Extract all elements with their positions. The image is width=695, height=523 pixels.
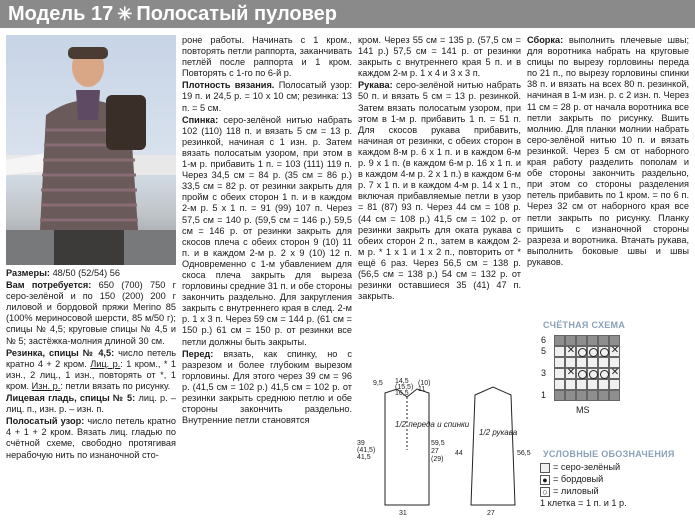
sleeve-text: серо-зелёной нитью набрать 50 п. и вязать 5 см = 13 р. резинкой. Затем вязать полосатым узором, при этом в 1-м р. прибавить 1 п. = 51 п. Для скосов рукава прибавить, начиная от резинки, с обеих сторон в каждом 8-м р. 6 х 1 п. и в каждом 6-м р. 9 х 1 п. (в каждом 6-м р. 16 х 1 п. и в каждом 4-м р. 2 х 1 п.) в каждом 6-м р. 7 х 1 п. и в каждом 4-м р. 14 х 1 п., включая прибавляемые петли в узор = 81 (87) 93 п. Через 44 см = 108 р. (44 см = 108 р.) 41,5 см = 102 р. от резинки закрыть для оката рукава с обеих сторон 2 п., затем в каждом 2-м р. * 1 х 1 и 1 х 2 п., повторить от * ещё 6 раз. Через 56,5 см = 138 р. (56,5 см = 138 р.) 54 см = 132 р. от резинки оставшиеся 35 (41) 47 п. закрыть. bbox=[358, 80, 521, 302]
legend-text-grey: = серо-зелёный bbox=[553, 461, 621, 472]
chart-cell bbox=[576, 346, 587, 357]
dim-top-2: (15,5) bbox=[395, 384, 414, 391]
sleeve-pattern-label: 1/2 рукава bbox=[479, 428, 518, 437]
stripe-label: Полосатый узор: bbox=[6, 416, 85, 427]
chart-cell bbox=[565, 368, 576, 379]
dim-top-1: 14,5 bbox=[395, 378, 409, 385]
legend-title: УСЛОВНЫЕ ОБОЗНАЧЕНИЯ bbox=[543, 449, 675, 459]
dim-sleeve-56-5: 56,5 bbox=[517, 450, 531, 457]
chart-cell bbox=[576, 357, 587, 368]
chart-cell bbox=[587, 379, 598, 390]
chart-cell bbox=[565, 390, 576, 401]
chart-cell bbox=[587, 357, 598, 368]
stockinette-para bbox=[6, 393, 176, 415]
legend-item-burgundy bbox=[540, 474, 690, 485]
pattern-diagram bbox=[355, 375, 535, 520]
stockinette-label: Лицевая гладь, спицы № 5: bbox=[6, 393, 136, 404]
sizes-text: 48/50 (52/54) 56 bbox=[52, 268, 120, 278]
dim-front-27: 31 bbox=[399, 510, 407, 517]
rib-text-b: : 1 кром., * 1 изн., 2 лиц., 1 изн., повторять от *, 1 кром. bbox=[6, 358, 176, 391]
chart-cell bbox=[609, 379, 620, 390]
dim-front-59-5b: (29) bbox=[431, 456, 444, 463]
chart-cell bbox=[554, 357, 565, 368]
rib-para bbox=[6, 348, 176, 392]
chart-cell bbox=[554, 335, 565, 346]
chart-cell bbox=[598, 379, 609, 390]
stripe-continued: роне работы. Начинать с 1 кром., повторять петли раппорта, заканчивать петлёй после раппорта и 1 кром. Повторять с 1-го по 6-й р. bbox=[182, 35, 352, 79]
legend-item-grey bbox=[540, 462, 690, 473]
cap bbox=[68, 47, 108, 59]
rib-right-row: Лиц. р. bbox=[90, 358, 121, 369]
back-para bbox=[182, 115, 352, 348]
materials-text: 650 (700) 750 г серо-зелёной и по 150 (200) 200 г лиловой и бордовой пряжи Merino 85 (100% мериносовой шерсти, 85 м/50 г); спицы № 4,5; круговые спицы № 4,5 и № 5; застёжка-молния длиной 30 см. bbox=[6, 280, 176, 346]
chart-cell bbox=[587, 335, 598, 346]
chart-cell bbox=[554, 390, 565, 401]
chart-cell bbox=[598, 368, 609, 379]
chart-cell bbox=[587, 368, 598, 379]
back-label: Спинка: bbox=[182, 114, 219, 125]
assembly-para bbox=[527, 35, 689, 268]
dim-top-3: 16,5 bbox=[395, 390, 409, 397]
legend-text-burgundy: = бордовый bbox=[553, 473, 604, 484]
density-text: Полосатый узор: 19 п. и 24,5 р. = 10 х 10 см; резинка: 13 п. = 5 см. bbox=[182, 80, 352, 113]
chart-cell bbox=[554, 346, 565, 357]
dim-front-39: 39 bbox=[357, 440, 365, 447]
sleeve-label: Рукава: bbox=[358, 80, 393, 91]
trousers bbox=[54, 230, 124, 265]
rib-text-c: : петли вязать по рисунку. bbox=[60, 380, 171, 391]
grey-square-icon bbox=[540, 463, 550, 473]
back-text: серо-зелёной нитью набрать 102 (110) 118 п. и вязать 5 см = 13 р. резинкой, начиная с 1 изн. р. Затем вязать полосатым узором, при этом в 1-м р. прибавить 1 п. = 103 (111) 119 п. Через 34,5 см = 84 р. (35 см = 86 р.) 33,5 см = 82 р. от резинки закрыть для пройм с обеих сторон 1 п. и в каждом 2-м р. 5 х 1 п. = 91 (99) 107 п. Через 57,5 см = 140 р. (59,5 см = 146 р.) 59,5 см = 146 р. от резинки закрыть для скосов плеча с обеих сторон 9 (10) 11 п. и в каждом 2-м р. 2 х 9 (10) 12 п. Одновременно с 1-м убавлением для скоса плеча закрыть для выреза горловины средние 31 п. и обе стороны закончить раздельно. Для закругления закрыть с внутреннего края в след. 2-м р. 1 х 3 п. Через 59 см = 144 р. (61 см = 150 р.) 61 см = 150 р. от резинки все петли должны быть закрыты. bbox=[182, 114, 352, 347]
chart-cell bbox=[598, 346, 609, 357]
chart-cell bbox=[609, 346, 620, 357]
chart-cell bbox=[609, 390, 620, 401]
chart-cell bbox=[587, 346, 598, 357]
dim-top-6: 11 bbox=[418, 386, 426, 393]
sizes-label: Размеры: bbox=[6, 268, 50, 278]
stockinette-text: лиц. р. – лиц. п., изн. р. – изн. п. bbox=[6, 393, 176, 415]
dim-top-4: 9,5 bbox=[373, 380, 383, 387]
model-number: Модель 17 bbox=[8, 3, 114, 25]
dim-sleeve-27: 27 bbox=[487, 510, 495, 517]
chart-row-number: 6 bbox=[541, 335, 547, 345]
column-4 bbox=[527, 35, 689, 269]
lilac-circle-icon: ○ bbox=[540, 487, 550, 497]
front-para bbox=[182, 349, 352, 427]
rib-wrong-row: Изн. р. bbox=[31, 380, 61, 391]
burgundy-dot-icon: ● bbox=[540, 475, 550, 485]
chart-cell bbox=[554, 379, 565, 390]
stripe-para bbox=[6, 416, 176, 460]
column-2 bbox=[182, 35, 352, 427]
sleeve-outline bbox=[471, 387, 515, 505]
chart-cell bbox=[609, 368, 620, 379]
front-continued: кром. Через 55 см = 135 р. (57,5 см = 141 р.) 57,5 см = 141 р. от резинки закрыть с внутреннего края 5 п. и в каждом 2-м р. 1 х 4 и 3 х 3 п. bbox=[358, 35, 521, 79]
chart-cell bbox=[598, 357, 609, 368]
assembly-label: Сборка: bbox=[527, 35, 564, 45]
legend-item-lilac bbox=[540, 486, 690, 497]
chart-cell bbox=[554, 368, 565, 379]
assembly-text: выполнить плечевые швы; для воротника набрать на круговые спицы по вырезу горловины переда по 21 п., по вырезу горловины спинки 38 п. и вязать на всех 80 п. резинкой, начиная в 1-м изн. р. с 2 изн. п. Через 11 см = 28 р. от начала воротника все петли закрыть по рисунку. Вшить молнию. Для планки молнии набрать серо-зелёной нитью 10 п. и вязать резинкой. Через 5 см от наборного края работу разделить пополам и обе стороны закончить раздельно, при этом со стороны разделения петель прибавить по 1 кром. = по 6 п. Через 32 см от наборного края все петли закрыть по рисунку. Планку пришить с изнаночной стороны разреза и воротника. Втачать рукава, выполнить боковые швы и швы рукавов. bbox=[527, 35, 689, 267]
materials-label: Вам потребуется: bbox=[6, 280, 92, 291]
density-para bbox=[182, 80, 352, 113]
column-3 bbox=[358, 35, 521, 303]
legend-cell-note: 1 клетка = 1 п. и 1 р. bbox=[540, 498, 627, 508]
chart-cell bbox=[565, 379, 576, 390]
scarf bbox=[76, 90, 100, 120]
scheme-title: СЧЁТНАЯ СХЕМА bbox=[543, 320, 626, 330]
chart-cell bbox=[587, 390, 598, 401]
column-1 bbox=[6, 268, 176, 462]
front-pattern-label: 1/2 переда и спинки bbox=[395, 420, 470, 429]
legend-text-lilac: = лиловый bbox=[553, 485, 599, 496]
dim-front-57-5: 59,5 bbox=[431, 440, 445, 447]
stripe-text: число петель кратно 4 + 1 + 2 кром. Вязать лиц. гладью по счётной схеме, свободно протягивая нерабочую нить по изнаночной сто- bbox=[6, 416, 176, 460]
chart-row-number: 5 bbox=[541, 346, 547, 356]
dim-front-41-5a: (41,5) bbox=[357, 447, 376, 454]
legend bbox=[540, 462, 690, 509]
sizes-para bbox=[6, 268, 176, 279]
materials-para bbox=[6, 280, 176, 347]
dim-front-41-5b: 41,5 bbox=[357, 454, 371, 461]
chart-cell bbox=[576, 335, 587, 346]
dim-front-59-5a: 27 bbox=[431, 448, 439, 455]
rib-label: Резинка, спицы № 4,5: bbox=[6, 347, 115, 358]
model-photo-illustration bbox=[6, 35, 176, 265]
sleeve-para bbox=[358, 80, 521, 302]
chart-cell bbox=[598, 335, 609, 346]
chart-row-number: 1 bbox=[541, 390, 547, 400]
rib-text-a: число петель кратно 4 + 2 кром. bbox=[6, 347, 176, 369]
page-title: Полосатый пуловер bbox=[136, 3, 338, 25]
page-banner bbox=[0, 0, 695, 28]
front-label: Перед: bbox=[182, 348, 214, 359]
chart-cell bbox=[576, 368, 587, 379]
chart-row-number: 3 bbox=[541, 368, 547, 378]
chart-cell bbox=[565, 346, 576, 357]
rapport-label: MS bbox=[576, 405, 590, 415]
chart-cell bbox=[576, 390, 587, 401]
dim-sleeve-44: 44 bbox=[455, 450, 463, 457]
bag bbox=[106, 95, 146, 150]
dim-top-5: (10) bbox=[418, 380, 431, 387]
chart-cell bbox=[598, 390, 609, 401]
front-text: вязать, как спинку, но с разрезом и более глубоким вырезом горловины. Для этого через 39 см = 96 р. (41,5 см = 102 р.) 41,5 см = 102 р. от резинки закрыть среднюю петлю и обе стороны закончить раздельно. Внутренние петли становятся bbox=[182, 348, 352, 426]
chart-cell bbox=[576, 379, 587, 390]
star-icon: ✳ bbox=[117, 4, 133, 24]
density-label: Плотность вязания. bbox=[182, 80, 275, 91]
model-photo bbox=[6, 35, 176, 265]
